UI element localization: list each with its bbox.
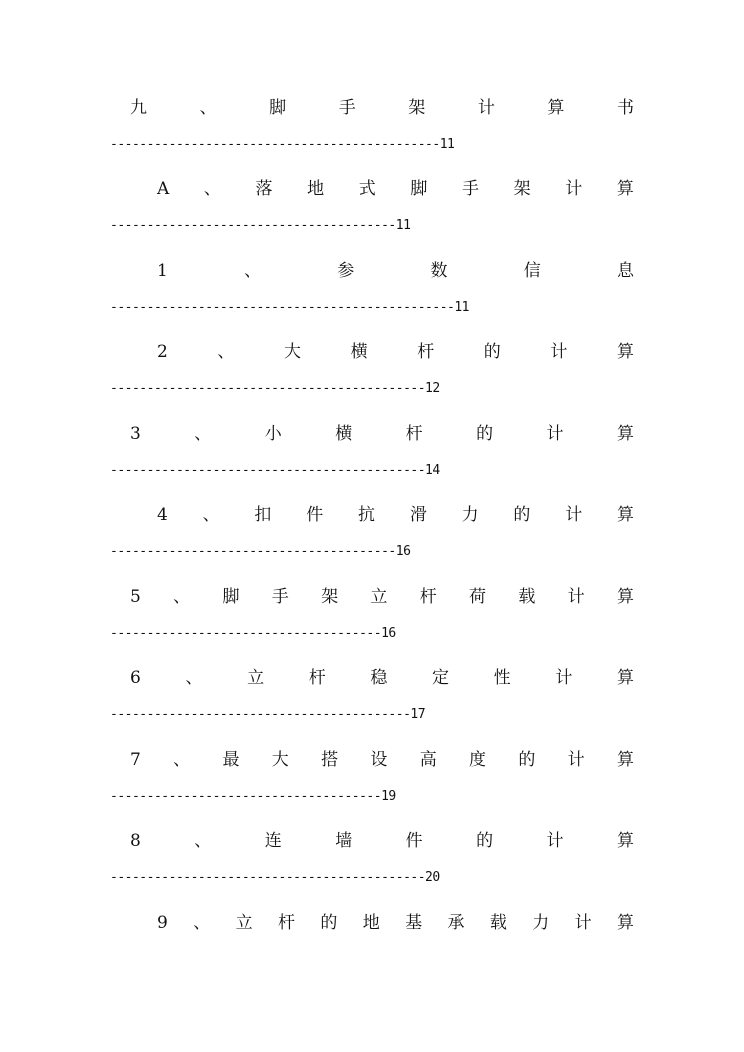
toc-entry-title [130, 748, 634, 772]
toc-title-char: 滑 [409, 505, 427, 525]
toc-entry-title [157, 259, 634, 283]
toc-page-number: 17 [410, 707, 426, 722]
toc-title-char: 立 [235, 913, 253, 933]
toc-leader-dashes: ------------------------------------------- [110, 381, 426, 396]
toc-title-char: 算 [617, 505, 634, 525]
toc-title-char: 的 [476, 424, 494, 444]
toc-title-char: 的 [518, 750, 536, 770]
toc-leader-line [110, 463, 440, 479]
toc-leader-dashes: ----------------------------------------------- [110, 300, 455, 315]
toc-title-char: 连 [264, 831, 282, 851]
toc-page-number: 11 [439, 137, 455, 152]
toc-leader-dashes: --------------------------------------- [110, 544, 396, 559]
toc-leader-dashes: --------------------------------------------- [110, 137, 440, 152]
toc-title-char: 的 [320, 913, 338, 933]
toc-title-char: 4 [157, 505, 168, 525]
toc-title-char: 计 [550, 342, 568, 362]
toc-title-char: 地 [307, 179, 325, 199]
toc-page-number: 11 [395, 218, 411, 233]
toc-entry-title [130, 422, 634, 446]
toc-leader-line [110, 707, 425, 723]
toc-entry-title [130, 585, 634, 609]
toc-title-char: 书 [616, 98, 634, 118]
toc-title-char: 、 [193, 913, 211, 933]
toc-title-char: 横 [350, 342, 368, 362]
toc-title-char: 架 [408, 98, 426, 118]
toc-title-char: 定 [432, 668, 450, 688]
toc-page-number: 16 [381, 626, 396, 641]
toc-page-number: 12 [425, 381, 440, 396]
toc-title-char: 扣 [254, 505, 272, 525]
toc-leader-line [110, 544, 410, 560]
toc-title-char: 抗 [358, 505, 376, 525]
toc-title-char: 计 [565, 179, 583, 199]
toc-title-char: 手 [462, 179, 480, 199]
toc-entry-title [130, 829, 634, 853]
toc-title-char: 脚 [410, 179, 428, 199]
toc-title-char: 7 [130, 750, 141, 770]
toc-entry-title [157, 177, 634, 201]
toc-title-char: 性 [493, 668, 511, 688]
toc-leader-line [110, 626, 396, 642]
toc-title-char: 杆 [419, 587, 437, 607]
toc-title-char: 、 [203, 179, 221, 199]
toc-title-char: 算 [617, 424, 634, 444]
toc-title-char: 高 [419, 750, 437, 770]
toc-leader-line [110, 137, 454, 153]
toc-leader-dashes: ------------------------------------- [110, 789, 382, 804]
toc-title-char: 杆 [308, 668, 326, 688]
toc-title-char: 架 [513, 179, 531, 199]
toc-title-char: 的 [476, 831, 494, 851]
toc-title-char: 算 [616, 750, 634, 770]
toc-title-char: 9 [157, 913, 168, 933]
toc-title-char: 载 [489, 913, 507, 933]
toc-title-char: 最 [222, 750, 240, 770]
toc-title-char: 计 [567, 587, 585, 607]
toc-title-char: 脚 [269, 98, 287, 118]
toc-entry-title [157, 340, 634, 364]
toc-title-char: 件 [306, 505, 324, 525]
toc-title-char: 横 [335, 424, 353, 444]
toc-title-char: 脚 [222, 587, 240, 607]
toc-title-char: 计 [546, 831, 564, 851]
toc-title-char: 算 [616, 179, 634, 199]
toc-title-char: 参 [337, 261, 355, 281]
toc-title-char: A [157, 179, 170, 199]
toc-leader-dashes: ----------------------------------------- [110, 707, 411, 722]
toc-title-char: 落 [255, 179, 273, 199]
toc-leader-line [110, 300, 469, 316]
toc-title-char: 载 [518, 587, 536, 607]
toc-title-char: 算 [616, 668, 634, 688]
toc-title-char: 架 [321, 587, 339, 607]
toc-title-char: 计 [565, 505, 583, 525]
toc-title-char: 的 [513, 505, 531, 525]
toc-title-char: 立 [370, 587, 388, 607]
toc-title-char: 杆 [277, 913, 295, 933]
toc-title-char: 3 [130, 424, 141, 444]
toc-page-number: 19 [381, 789, 396, 804]
toc-entry-title [157, 503, 634, 527]
toc-title-char: 搭 [321, 750, 339, 770]
toc-title-char: 、 [217, 342, 235, 362]
toc-title-char: 信 [523, 261, 541, 281]
toc-title-char: 计 [477, 98, 495, 118]
toc-title-char: 算 [616, 342, 634, 362]
toc-title-char: 小 [264, 424, 282, 444]
toc-title-char: 6 [130, 668, 141, 688]
toc-title-char: 1 [157, 261, 168, 281]
toc-title-char: 计 [546, 424, 564, 444]
toc-title-char: 大 [284, 342, 302, 362]
toc-title-char: 承 [447, 913, 465, 933]
toc-title-char: 式 [358, 179, 376, 199]
toc-leader-line [110, 218, 410, 234]
toc-title-char: 稳 [370, 668, 388, 688]
toc-title-char: 立 [247, 668, 265, 688]
toc-title-char: 计 [567, 750, 585, 770]
toc-leader-dashes: ------------------------------------------- [110, 463, 426, 478]
toc-title-char: 件 [405, 831, 423, 851]
toc-page-number: 11 [454, 300, 470, 315]
toc-title-char: 的 [483, 342, 501, 362]
toc-title-char: 算 [616, 913, 634, 933]
toc-page-number: 14 [425, 463, 440, 478]
toc-title-char: 杆 [405, 424, 423, 444]
toc-leader-line [110, 381, 440, 397]
toc-title-char: 算 [617, 831, 634, 851]
toc-title-char: 、 [202, 505, 220, 525]
toc-leader-dashes: ------------------------------------------- [110, 870, 426, 885]
toc-title-char: 手 [271, 587, 289, 607]
toc-title-char: 计 [574, 913, 592, 933]
toc-title-char: 九 [130, 98, 147, 118]
toc-title-char: 、 [194, 831, 212, 851]
toc-leader-dashes: --------------------------------------- [110, 218, 396, 233]
toc-entry-title [130, 96, 634, 120]
toc-title-char: 、 [173, 587, 191, 607]
toc-title-char: 设 [370, 750, 388, 770]
toc-title-char: 力 [461, 505, 479, 525]
toc-leader-line [110, 789, 396, 805]
toc-title-char: 、 [185, 668, 203, 688]
toc-title-char: 墙 [335, 831, 353, 851]
toc-title-char: 大 [271, 750, 289, 770]
toc-title-char: 、 [173, 750, 191, 770]
toc-title-char: 5 [130, 587, 141, 607]
toc-title-char: 地 [362, 913, 380, 933]
toc-title-char: 、 [199, 98, 217, 118]
toc-title-char: 力 [532, 913, 550, 933]
toc-title-char: 数 [430, 261, 448, 281]
toc-page-number: 16 [395, 544, 411, 559]
toc-title-char: 、 [244, 261, 262, 281]
toc-title-char: 息 [617, 261, 634, 281]
toc-title-char: 度 [469, 750, 487, 770]
toc-title-char: 、 [194, 424, 212, 444]
toc-entry-title [157, 911, 634, 935]
toc-entry-title [130, 666, 634, 690]
toc-title-char: 算 [547, 98, 565, 118]
toc-title-char: 手 [338, 98, 356, 118]
toc-title-char: 2 [157, 342, 168, 362]
toc-title-char: 8 [130, 831, 141, 851]
toc-title-char: 基 [405, 913, 423, 933]
toc-title-char: 杆 [417, 342, 435, 362]
toc-title-char: 荷 [469, 587, 487, 607]
toc-leader-line [110, 870, 440, 886]
toc-title-char: 算 [616, 587, 634, 607]
toc-page-number: 20 [425, 870, 440, 885]
toc-leader-dashes: ------------------------------------- [110, 626, 382, 641]
toc-title-char: 计 [555, 668, 573, 688]
